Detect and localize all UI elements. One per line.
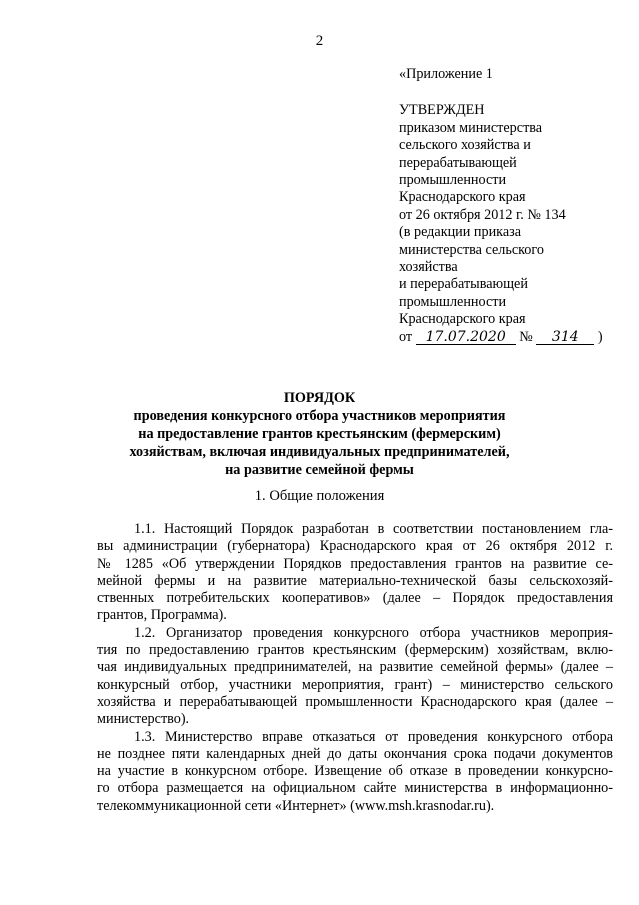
title-line: на предоставление грантов крестьянским (фермерским) xyxy=(138,426,501,442)
approval-line: министерства сельского xyxy=(399,241,544,258)
text-line: чая индивидуальных предпринимателей, на развитие семейной фермы» (далее – xyxy=(97,659,613,676)
paragraph-1-1 xyxy=(97,521,613,625)
approval-date-line xyxy=(399,329,629,346)
appendix-label: «Приложение 1 xyxy=(399,66,493,82)
approval-line: от 26 октября 2012 г. № 134 xyxy=(399,206,566,223)
approval-line: промышленности xyxy=(399,172,507,189)
number-sign: № xyxy=(519,328,533,345)
text-line: мейной фермы и на развитие материально-технической базы сельскохозяй- xyxy=(97,572,613,589)
approval-line: сельского хозяйства и xyxy=(399,137,531,154)
title-line: на развитие семейной фермы xyxy=(225,462,414,478)
text-line: 1.3. Министерство вправе отказаться от проведения конкурсного отбора xyxy=(134,728,613,745)
title-line: хозяйствам, включая индивидуальных предпринимателей, xyxy=(129,444,510,460)
text-line: № 1285 «Об утверждении Порядков предоставления грантов на развитие се- xyxy=(97,555,613,572)
date-prefix: от xyxy=(399,328,413,345)
title-heading: ПОРЯДОК xyxy=(283,390,356,406)
approval-line: приказом министерства xyxy=(399,119,543,136)
handwritten-date: 17.07.2020 xyxy=(416,330,516,345)
paragraph-1-2 xyxy=(97,625,613,729)
text-line: конкурсный отбор, участники мероприятия, грант) – министерство сельского xyxy=(97,676,613,693)
text-line: грантов, Программа). xyxy=(97,607,227,624)
document-body xyxy=(97,521,613,815)
text-line: телекоммуникационной сети «Интернет» (www.msh.krasnodar.ru). xyxy=(97,797,495,814)
text-line: на участие в конкурсном отборе. Извещение об отказе в проведении конкурсно- xyxy=(97,763,613,780)
approval-line: (в редакции приказа xyxy=(399,224,522,241)
page-number: 2 xyxy=(315,33,324,49)
approved-label: УТВЕРЖДЕН xyxy=(399,102,485,119)
approval-line: Краснодарского края xyxy=(399,189,526,206)
paragraph-1-3 xyxy=(97,729,613,815)
approval-line: хозяйства xyxy=(399,259,458,276)
text-line: хозяйства и перерабатывающей промышленности Краснодарского края (далее – xyxy=(97,693,613,710)
title-line: проведения конкурсного отбора участников мероприятия xyxy=(133,408,506,424)
approval-line: промышленности xyxy=(399,293,507,310)
approval-line: Краснодарского края xyxy=(399,311,526,328)
approval-block xyxy=(399,66,629,346)
date-suffix: ) xyxy=(597,328,603,345)
text-line: го отбора размещается на официальном сайте министерства в информационно- xyxy=(97,780,613,797)
text-line: не позднее пяти календарных дней до даты окончания срока подачи документов xyxy=(97,745,613,762)
approval-line: и перерабатывающей xyxy=(399,276,528,293)
handwritten-number: 314 xyxy=(536,330,594,345)
section-heading: 1. Общие положения xyxy=(254,488,385,504)
text-line: вы администрации (губернатора) Краснодарского края от 26 октября 2012 г. xyxy=(97,538,613,555)
text-line: 1.1. Настоящий Порядок разработан в соответствии постановлением гла- xyxy=(134,521,613,537)
text-line: 1.2. Организатор проведения конкурсного отбора участников мероприя- xyxy=(134,624,613,641)
text-line: ственных потребительских кооперативов» (далее – Порядок предоставления xyxy=(97,590,613,607)
text-line: министерство). xyxy=(97,711,190,728)
document-title xyxy=(0,389,639,479)
text-line: тия по предоставлению грантов крестьянским (фермерским) хозяйствам, вклю- xyxy=(97,642,613,659)
approval-line: перерабатывающей xyxy=(399,154,517,171)
